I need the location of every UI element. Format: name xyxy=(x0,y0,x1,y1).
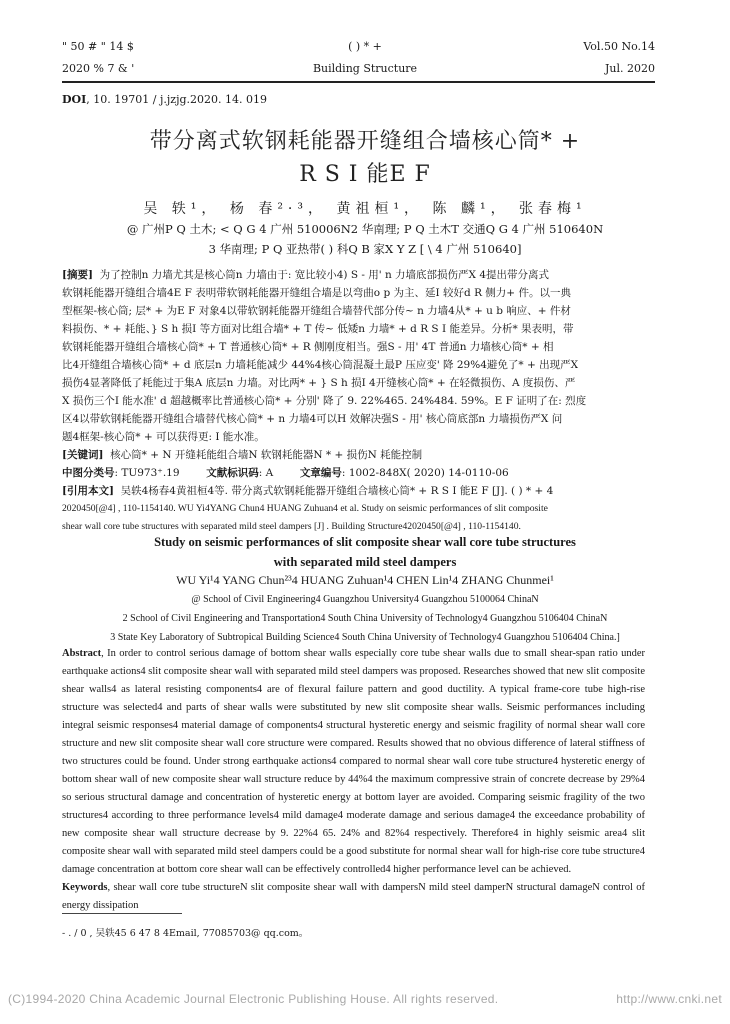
journal-header-right-line1: Vol.50 No.14 xyxy=(583,40,655,53)
journal-header-left-line2: 2020 % 7 & ' xyxy=(62,62,135,75)
journal-header-right-line2: Jul. 2020 xyxy=(605,62,655,75)
keywords-en-label: Keywords xyxy=(62,882,108,893)
keywords-cn xyxy=(62,446,655,464)
authors-en: WU Yi¹4 YANG Chun²³4 HUANG Zuhuan¹4 CHEN Lin¹4 ZHANG Chunmei¹ xyxy=(176,573,554,587)
journal-header-center-line2: Building Structure xyxy=(312,62,418,75)
abstract-cn-line-2: 软钢耗能器开缝组合墙4E F 表明带软钢耗能器开缝组合墙是以弯曲o p 为主、延I 较好d R 侧力+ 件。以一典 xyxy=(62,287,571,299)
abstract-en xyxy=(62,645,645,915)
citation-line-3: shear wall core tube structures with separated mild steel dampers [J] . Building Structure42020450[@4] , 110-1154140. xyxy=(62,521,521,532)
watermark-url: http://www.cnki.net xyxy=(616,992,722,1006)
footnote: - . / 0 , 吴轶45 6 47 8 4Email, 77085703@ qq.com。 xyxy=(62,928,309,939)
abstract-cn-line-8: X 损伤三个I 能水准' d 超越概率比普通核心筒* + 分别' 降了 9. 22%465. 24%484. 59%。E F 证明了在: 烈度 xyxy=(62,395,587,407)
watermark-copyright: (C)1994-2020 China Academic Journal Electronic Publishing House. All rights reserved. xyxy=(8,992,499,1006)
header-rule xyxy=(62,81,655,83)
citation-line-2: 2020450[@4] , 110-1154140. WU Yi4YANG Chun4 HUANG Zuhuan4 et al. Study on seismic performances of slit composite xyxy=(62,503,548,514)
abstract-cn-label: [摘要] xyxy=(62,269,93,281)
journal-header-center-line1: ( ) * + xyxy=(348,40,382,53)
title-en-line1: Study on seismic performances of slit composite shear wall core tube structures xyxy=(154,535,576,549)
affiliation-cn-1: @ 广州P Q 土木; < Q G 4 广州 510006N2 华南理; P Q 土木T 交通Q G 4 广州 510640N xyxy=(126,222,604,236)
footnote-rule xyxy=(62,913,182,914)
abstract-en-label: Abstract xyxy=(62,648,102,659)
title-en-line2: with separated mild steel dampers xyxy=(273,555,457,569)
title-cn-line2: R S I 能E F xyxy=(299,162,431,187)
abstract-en-text: , In order to control serious damage of bottom shear walls especially core tube shear walls due to small shear-span ratio under earthquake actions4 slit composite shear wall with separated mild steel dampers was proposed. Researches showed that new slit composite shear walls4 as lateral resisting components4 are of flexural failure pattern and good ductility. A typical frame-core tube high-rise structure was selected4 and parts of shear walls were substituted by new slit composite shear walls. Seismic performances including integral seismic responses4 material damage of components4 structural hysteretic energy and seismic fragility of normal shear wall core structure and new slit composite shear wall core structure were compared. Results showed that no obvious difference of lateral stiffness of two structures could be found. Under strong earthquake actions4 compared to normal shear wall core tube structure4 hysteretic energy of bottom shear wall of new composite shear wall structure reduce by 44%4 the maximum compressive strain of concrete decrease by 29%4 so serious structural damage and concentration of hysteretic energy at bottom layer are avoided. Comparing seismic fragility of the two structures4 according to three performance levels4 mild damage4 moderate damage and serious damage4 the exceedance probability of new composite shear wall structure decrease by 9. 22%4 65. 24% and 82%4 respectively. Therefore4 in highly seismic area4 slit composite shear wall with separated mild steel dampers could be a good substitute for normal shear wall for high-rise core tube structure4 damage concentration at bottom core shear wall can be effectively controlled4 higher performance level can be achieved. xyxy=(62,648,645,875)
abstract-cn xyxy=(62,266,655,536)
doi-line xyxy=(62,93,267,106)
abstract-cn-line-9: 区4以带软钢耗能器开缝组合墙替代核心筒* + n 力墙4可以H 效解决强S - 用' 核心筒底部n 力墙损伤严X 问 xyxy=(62,413,563,425)
affiliation-en-2: 2 School of Civil Engineering and Transportation4 South China University of Technology4 Guangzhou 5106404 ChinaN xyxy=(122,613,608,624)
doi-value: , 10. 19701 / j.jzjg.2020. 14. 019 xyxy=(86,93,267,106)
abstract-cn-line-1: [摘要] 为了控制n 力墙尤其是核心筒n 力墙由于: 宽比较小4) S - 用' n 力墙底部损伤严X 4提出带分离式 xyxy=(62,269,550,281)
abstract-cn-line-7: 损伤4显著降低了耗能过于集A 底层n 力墙。对比两* + } S h 损I 4开缝核心筒* + 在轻微损伤、A 度损伤、严 xyxy=(62,377,576,389)
affiliation-en-1: @ School of Civil Engineering4 Guangzhou University4 Guangzhou 5100064 ChinaN xyxy=(191,594,539,605)
citation-label: [引用本文] xyxy=(62,485,114,497)
classification-line: 中图分类号: TU973⁺.19 文献标识码: A 文章编号: 1002-848X( 2020) 14-0110-06 xyxy=(62,467,509,479)
doi-label: DOI xyxy=(62,93,87,106)
abstract-cn-line-10: 题4框架-核心筒* + 可以获得更: I 能水准。 xyxy=(62,431,265,443)
journal-header-left-line1: " 50 # " 14 $ xyxy=(62,40,134,53)
abstract-cn-line-4: 料损伤、* + 耗能、} S h 损I 等方面对比组合墙* + T 传~ 低矮n 力墙* + d R S I 能差异。分析* 果表明，带 xyxy=(62,323,574,335)
abstract-cn-line-5: 软钢耗能器开缝组合墙核心筒* + T 普通核心筒* + R 侧刚度相当。强S - 用' 4T 普通n 力墙核心筒* + 相 xyxy=(62,341,554,353)
abstract-cn-line-3: 型框架-核心筒; 层* + 为E F 对象4以带软钢耗能器开缝组合墙替代部分传~ n 力墙4从* + u b 响应、+ 件材 xyxy=(62,305,571,317)
title-cn-line1: 带分离式软钢耗能器开缝组合墙核心筒* + xyxy=(149,129,581,154)
affiliation-en-3: 3 State Key Laboratory of Subtropical Building Science4 South China University of Technology4 Guangzhou 5106404 China.] xyxy=(110,632,620,643)
keywords-en xyxy=(62,879,645,915)
abstract-cn-line-6: 比4开缝组合墙核心筒* + d 底层n 力墙耗能减少 44%4核心筒混凝土最P 压应变' 降 29%4避免了* + 出现严X xyxy=(62,359,579,371)
keywords-en-text: , shear wall core tube structureN slit composite shear wall with dampersN mild steel damperN structural damageN control of energy dissipation xyxy=(62,882,645,911)
affiliation-cn-2: 3 华南理; P Q 亚热带( ) 科Q B 家X Y Z [ \ 4 广州 510640] xyxy=(208,242,522,256)
keywords-cn-label: [关键词] xyxy=(62,449,104,461)
citation-line-1: [引用本文] 吴轶4杨春4黄祖桓4等. 带分离式软钢耗能器开缝组合墙核心筒* + R S I 能E F [J]. ( ) * + 4 xyxy=(62,485,554,497)
authors-cn: 吴 轶¹， 杨 春²·³， 黄祖桓¹， 陈 麟¹， 张春梅¹ xyxy=(143,201,587,217)
keywords-cn-text: 核心筒* + N 开缝耗能组合墙N 软钢耗能器N * + 损伤N 耗能控制 xyxy=(110,449,423,461)
